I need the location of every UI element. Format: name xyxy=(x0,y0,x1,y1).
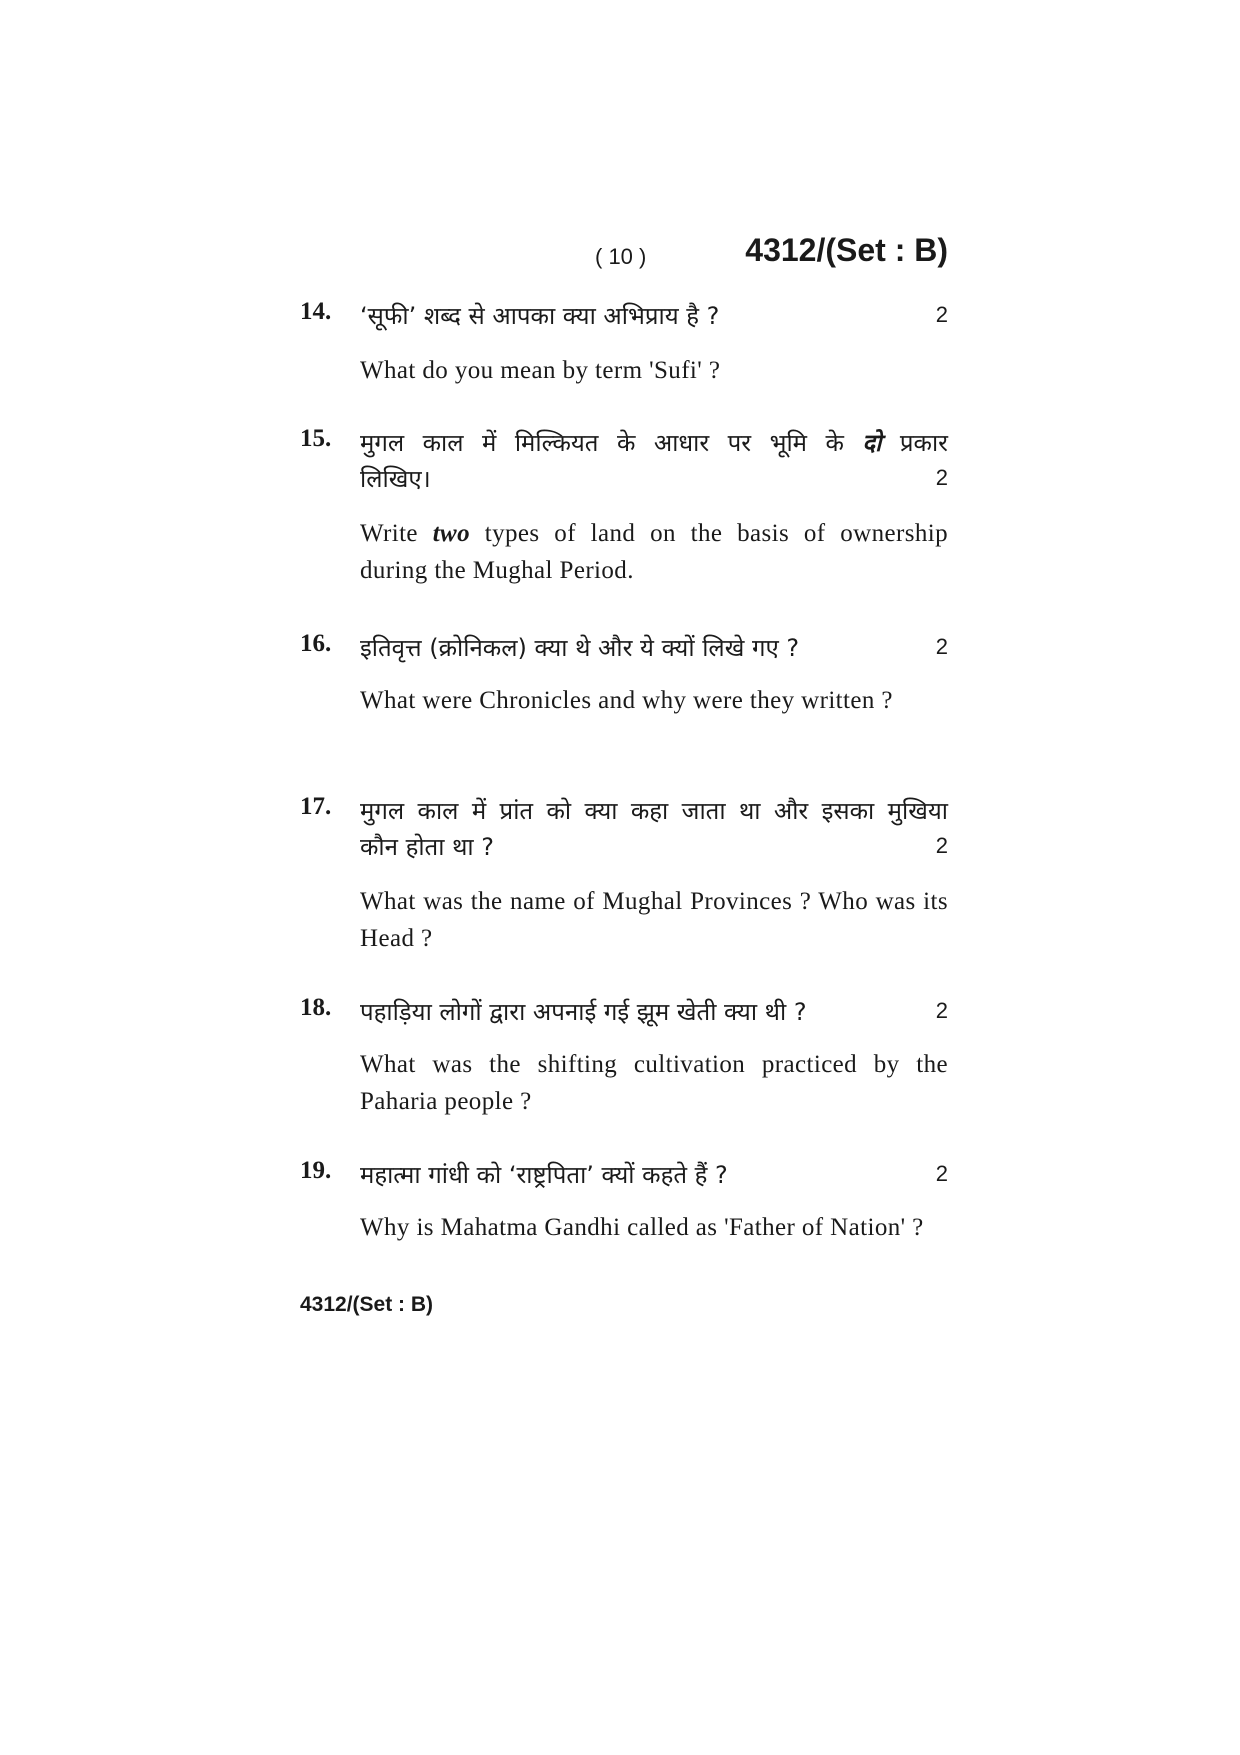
question-number: 18. xyxy=(300,994,332,1021)
question-marks: 2 xyxy=(935,465,948,490)
question-number: 15. xyxy=(300,425,332,452)
question-hindi-text: महात्मा गांधी को ‘राष्ट्रपिता’ क्यों कहते हैं ? xyxy=(360,1161,728,1189)
question-english: What do you mean by term 'Sufi' ? xyxy=(360,357,721,384)
question-hindi-text: कौन होता था ? xyxy=(360,833,495,861)
paper-code-header: 4312/(Set : B) xyxy=(745,232,948,268)
question-19 xyxy=(300,1157,948,1246)
question-hindi-text: ‘सूफी’ शब्द से आपका क्या अभिप्राय है ? xyxy=(360,302,720,330)
question-english: What was the name of Mughal Provinces ? Who was its Head ? xyxy=(360,888,948,952)
question-marks: 2 xyxy=(935,302,948,327)
question-english: What were Chronicles and why were they written ? xyxy=(360,687,893,714)
question-hindi-text: प्रकार xyxy=(899,429,948,457)
question-hindi-text: लिखिए। xyxy=(360,465,431,493)
question-hindi-text: पहाड़िया लोगों द्वारा अपनाई गई झूम खेती क्या थी ? xyxy=(360,998,807,1026)
question-number: 16. xyxy=(300,630,332,657)
question-english: Why is Mahatma Gandhi called as 'Father of Nation' ? xyxy=(360,1214,924,1241)
question-hindi xyxy=(360,1157,948,1193)
question-18 xyxy=(300,994,948,1120)
question-16 xyxy=(300,630,948,719)
question-hindi xyxy=(360,994,948,1030)
question-english: What was the shifting cultivation practiced by the Paharia people ? xyxy=(360,1051,948,1115)
question-17 xyxy=(300,793,948,957)
page-number: ( 10 ) xyxy=(595,244,647,269)
question-marks: 2 xyxy=(935,833,948,858)
question-14 xyxy=(300,298,948,389)
question-15 xyxy=(300,425,948,589)
question-number: 19. xyxy=(300,1157,332,1184)
question-number: 17. xyxy=(300,793,332,820)
question-hindi-text: इतिवृत्त (क्रोनिकल) क्या थे और ये क्यों लिखे गए ? xyxy=(360,634,800,662)
question-marks: 2 xyxy=(935,1161,948,1186)
question-english xyxy=(360,515,948,589)
question-hindi-line2 xyxy=(360,461,948,497)
question-english-text: Write xyxy=(360,520,418,547)
question-number: 14. xyxy=(300,298,332,325)
question-hindi-line2 xyxy=(360,829,948,865)
question-hindi-line1 xyxy=(360,793,948,829)
question-marks: 2 xyxy=(935,998,948,1023)
question-hindi-text: मुगल काल में प्रांत को क्या कहा जाता था और इसका मुखिया xyxy=(360,797,948,825)
question-hindi xyxy=(360,298,948,334)
page-header xyxy=(300,232,948,276)
paper-code-footer: 4312/(Set : B) xyxy=(300,1293,434,1316)
question-english-text: types of land on the basis of ownership during the Mughal Period. xyxy=(360,520,949,584)
question-hindi xyxy=(360,630,948,666)
question-hindi-emphasis: दो xyxy=(862,429,882,457)
question-english-emphasis: two xyxy=(432,520,471,547)
question-hindi-text: मुगल काल में मिल्कियत के आधार पर भूमि के xyxy=(360,429,844,457)
question-marks: 2 xyxy=(935,634,948,659)
question-hindi-line1 xyxy=(360,425,948,461)
